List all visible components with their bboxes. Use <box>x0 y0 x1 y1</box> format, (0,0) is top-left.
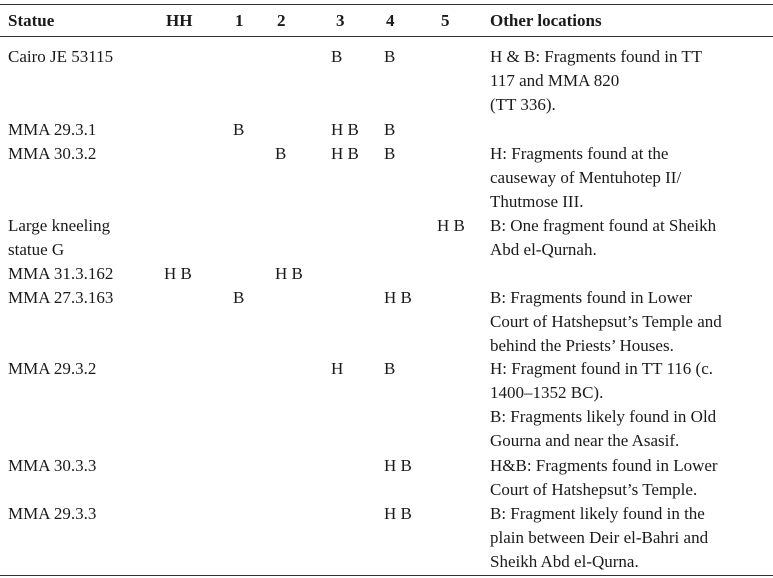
header-4: 4 <box>386 11 395 30</box>
cell-col-4: B <box>384 359 396 378</box>
cell-col-2: B <box>275 144 287 163</box>
cell-statue: MMA 30.3.2 <box>8 144 97 163</box>
header-hh: HH <box>166 11 193 30</box>
cell-statue: Cairo JE 53115 <box>8 47 114 66</box>
header-1: 1 <box>235 11 244 30</box>
cell-other-locations: H: Fragment found in TT 116 (c. 1400–1352 BC). B: Fragments likely found in Old Gourna and near the Asasif. <box>490 359 717 450</box>
cell-col-2: H B <box>275 264 303 283</box>
header-5: 5 <box>441 11 450 30</box>
header-other-locations: Other locations <box>490 11 602 30</box>
cell-col-4: B <box>384 144 396 163</box>
cell-statue: MMA 29.3.3 <box>8 504 97 523</box>
cell-col-4: B <box>384 47 396 66</box>
cell-col-hh: H B <box>164 264 192 283</box>
cell-other-locations: H & B: Fragments found in TT 117 and MMA 820 (TT 336). <box>490 47 703 114</box>
header-3: 3 <box>336 11 345 30</box>
header-rule <box>0 36 773 37</box>
header-statue: Statue <box>8 11 55 30</box>
cell-col-4: H B <box>384 288 412 307</box>
cell-statue: MMA 31.3.162 <box>8 264 114 283</box>
cell-statue: Large kneeling statue G <box>8 216 111 259</box>
cell-other-locations: B: Fragment likely found in the plain between Deir el-Bahri and Sheikh Abd el-Qurna. <box>490 504 709 571</box>
cell-other-locations: B: One fragment found at Sheikh Abd el-Qurnah. <box>490 216 717 259</box>
cell-col-4: B <box>384 120 396 139</box>
cell-col-3: H B <box>331 144 359 163</box>
cell-col-3: H B <box>331 120 359 139</box>
header-2: 2 <box>277 11 286 30</box>
cell-col-1: B <box>233 120 245 139</box>
cell-statue: MMA 30.3.3 <box>8 456 97 475</box>
cell-col-1: B <box>233 288 245 307</box>
cell-statue: MMA 29.3.2 <box>8 359 97 378</box>
top-rule <box>0 4 773 5</box>
cell-other-locations: H&B: Fragments found in Lower Court of Hatshepsut’s Temple. <box>490 456 718 499</box>
cell-col-3: B <box>331 47 343 66</box>
bottom-rule <box>0 575 773 576</box>
cell-statue: MMA 27.3.163 <box>8 288 114 307</box>
cell-other-locations: B: Fragments found in Lower Court of Hatshepsut’s Temple and behind the Priests’ Houses. <box>490 288 722 355</box>
cell-col-3: H <box>331 359 344 378</box>
cell-col-4: H B <box>384 504 412 523</box>
cell-other-locations: H: Fragments found at the causeway of Mentuhotep II/ Thutmose III. <box>490 144 682 211</box>
cell-col-5: H B <box>437 216 465 235</box>
cell-statue: MMA 29.3.1 <box>8 120 97 139</box>
cell-col-4: H B <box>384 456 412 475</box>
